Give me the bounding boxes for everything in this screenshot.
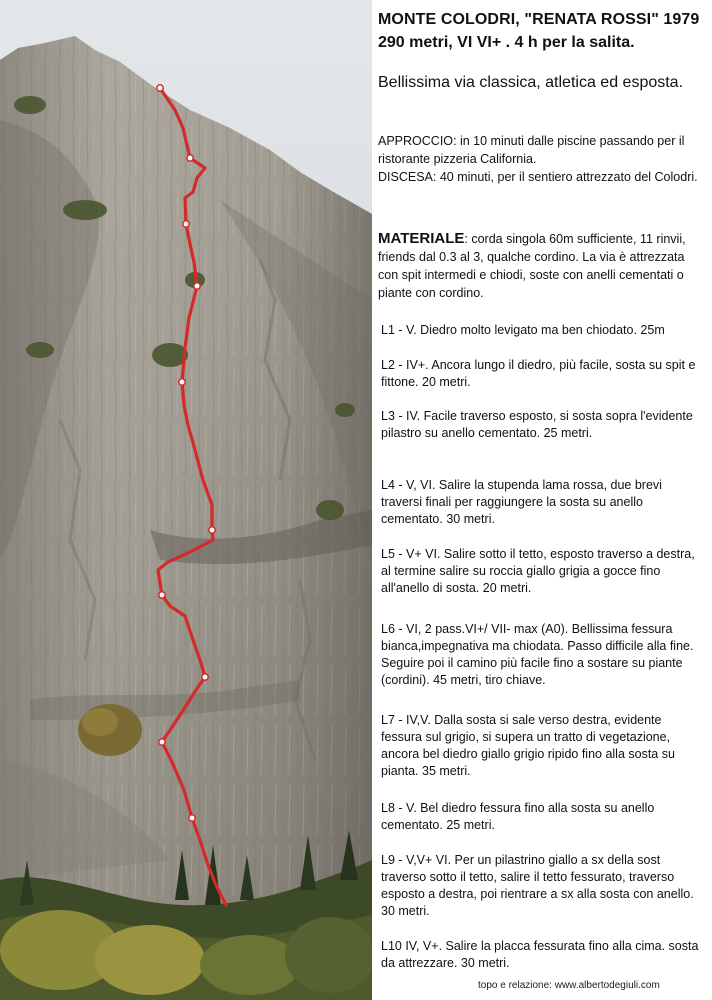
page-title: MONTE COLODRI, "RENATA ROSSI" 1979 xyxy=(378,11,700,28)
materials-section xyxy=(378,230,708,302)
credit-line: topo e relazione: www.albertodegiuli.com xyxy=(478,980,660,991)
pitch-l8: L8 - V. Bel diedro fessura fino alla sosta su anello cementato. 25 metri. xyxy=(381,801,655,832)
belay-l2 xyxy=(159,739,165,745)
materials-text: : corda singola 60m sufficiente, 11 rinvii, friends dal 0.3 al 3, qualche cordino. La via è attrezzata con spit intermedi e chiodi, soste con anelli cementati o piante con cordino. xyxy=(378,232,686,300)
belay-l6 xyxy=(179,379,185,385)
route-description xyxy=(378,0,708,1000)
approach-label: APPROCCIO xyxy=(378,134,454,148)
pitch-l10: L10 IV, V+. Salire la placca fessurata fino alla cima. sosta da attrezzare. 30 metri. xyxy=(381,939,699,970)
pitch-l2: L2 - IV+. Ancora lungo il diedro, più facile, sosta su spit e fittone. 20 metri. xyxy=(381,358,696,389)
route-tagline: Bellissima via classica, atletica ed esposta. xyxy=(378,74,684,91)
pitch-l1: L1 - V. Diedro molto levigato ma ben chiodato. 25m xyxy=(381,323,665,337)
belay-l9 xyxy=(187,155,193,161)
belay-l1 xyxy=(189,815,195,821)
belay-l7 xyxy=(194,283,200,289)
pitch-l6: L6 - VI, 2 pass.VI+/ VII- max (A0). Bellissima fessura bianca,impegnativa ma chiodata. Passo difficile alla fine. Seguire poi il camino più facile fino a sostare su piante (cordini). 45 metri, tiro chiave. xyxy=(381,622,694,687)
pitch-l9: L9 - V,V+ VI. Per un pilastrino giallo a sx della sost traverso sotto il tetto, salire il tetto fessurato, traverso esposto a destra, poi rientrare a sx alla sosta con anello. 30 metri. xyxy=(381,853,694,918)
belay-l10 xyxy=(157,85,163,91)
approach-descent xyxy=(378,132,708,186)
belay-l4 xyxy=(159,592,165,598)
materials-label: MATERIALE xyxy=(378,230,465,247)
pitch-l7: L7 - IV,V. Dalla sosta si sale verso destra, evidente fessura sul grigio, si supera un tratto di vegetazione, ancora bel diedro giallo grigio ripido fino alla sosta su pianta. 35 metri. xyxy=(381,713,675,778)
belay-l5 xyxy=(209,527,215,533)
belay-l8 xyxy=(183,221,189,227)
descent-text: : 40 minuti, per il sentiero attrezzato del Colodri. xyxy=(432,170,698,184)
approach-text: : in 10 minuti dalle piscine passando per il ristorante pizzeria California. xyxy=(378,134,685,166)
descent-label: DISCESA xyxy=(378,170,433,184)
pitch-l5: L5 - V+ VI. Salire sotto il tetto, esposto traverso a destra, al termine salire su roccia giallo grigia a gocce fino all'anello di sosta. 20 metri. xyxy=(381,547,695,595)
autumn-shrub xyxy=(78,704,142,756)
route-summary: 290 metri, VI VI+ . 4 h per la salita. xyxy=(378,34,635,51)
pitch-l4: L4 - V, VI. Salire la stupenda lama rossa, due brevi traversi finali per raggiungere la sosta su anello cementato. 30 metri. xyxy=(381,478,662,526)
belay-l3 xyxy=(202,674,208,680)
pitch-l3: L3 - IV. Facile traverso esposto, si sosta sopra l'evidente pilastro su anello cementato. 25 metri. xyxy=(381,409,693,440)
